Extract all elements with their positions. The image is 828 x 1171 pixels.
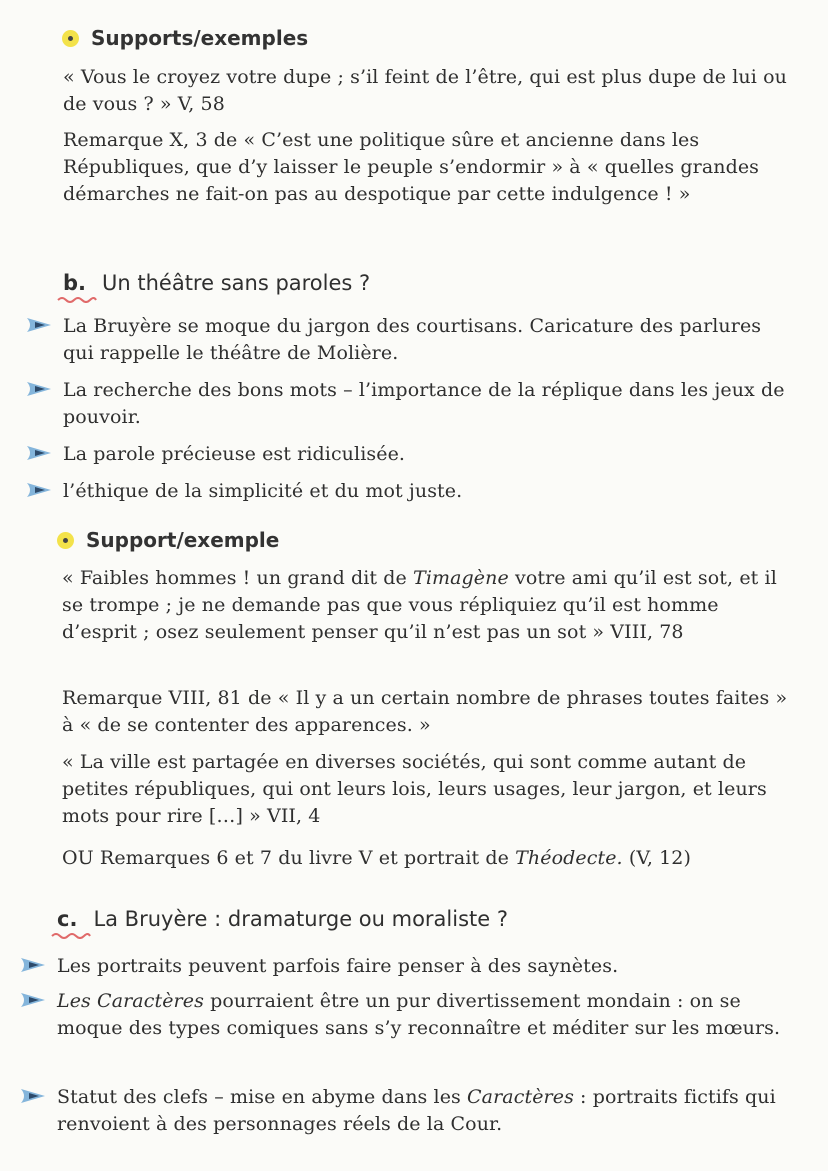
section-c-bullet-2 — [57, 988, 797, 1042]
squiggle-underline-icon — [51, 931, 91, 939]
section-b-bullet-2-text: La recherche des bons mots – l’importance de la réplique dans les jeux de pouvoir. — [63, 379, 785, 428]
section-c-bullet-3-title: Caractères — [467, 1086, 574, 1108]
section-b-bullet-3 — [63, 441, 798, 468]
section-c-bullet-2-text — [57, 988, 797, 1042]
section-b-letter — [63, 271, 86, 295]
section-b-bullet-2 — [63, 377, 798, 431]
support1-quote: « Vous le croyez votre dupe ; s’il feint de l’être, qui est plus dupe de lui ou de vous ? » V, 58 — [63, 66, 787, 115]
arrow-bullet-icon — [25, 315, 55, 335]
section-c-bullet-3-text — [57, 1084, 797, 1138]
section-b-bullet-4 — [63, 478, 798, 505]
section-c-letter — [57, 907, 77, 931]
support2-quote-2: « La ville est partagée en diverses sociétés, qui sont comme autant de petites républiques, qui ont leurs lois, leurs usages, leur jargon, et leurs mots pour rire […] » VII, 4 — [62, 751, 767, 827]
section-c-bullet-3-part-b: : portraits fictifs qui renvoient à des personnages réels de la Cour. — [57, 1086, 776, 1135]
section-b-bullet-3-text: La parole précieuse est ridiculisée. — [63, 443, 406, 465]
support2-quote-part-b: votre ami qu’il est sot, et il se trompe ; je ne demande pas que vous répliquiez qu’il est homme d’esprit ; osez seulement penser qu’il n’est pas un sot » VIII, 78 — [62, 567, 777, 643]
squiggle-underline-icon — [57, 295, 97, 303]
section-c-letter-text: c. — [57, 907, 78, 931]
section-c-bullet-3-part-a: Statut des clefs – mise en abyme dans les — [57, 1086, 468, 1108]
support-heading-2 — [57, 528, 279, 552]
arrow-bullet-icon — [19, 990, 49, 1010]
section-c-bullet-1-text: Les portraits peuvent parfois faire penser à des saynètes. — [57, 955, 619, 977]
section-c-bullet-3 — [57, 1084, 797, 1138]
support2-quote — [62, 565, 792, 646]
support2-remark: Remarque VIII, 81 de « Il y a un certain nombre de phrases toutes faites » à « de se contenter des apparences. » — [62, 687, 788, 736]
bullet-dot-icon — [62, 30, 79, 47]
support-heading-2-label: Support/exemple — [86, 528, 280, 552]
arrow-bullet-icon — [25, 443, 55, 463]
arrow-bullet-icon — [19, 1086, 49, 1106]
section-b-bullet-1-text: La Bruyère se moque du jargon des courtisans. Caricature des parlures qui rappelle le théâtre de Molière. — [63, 315, 762, 364]
support-heading-1 — [62, 26, 308, 50]
section-b-title: Un théâtre sans paroles ? — [102, 271, 371, 295]
section-b-heading — [63, 271, 370, 295]
support1-remark: Remarque X, 3 de « C’est une politique sûre et ancienne dans les Républiques, que d’y laisser le peuple s’endormir » à « quelles grandes démarches ne fait-on pas au despotique par cette indulgence ! » — [63, 129, 760, 205]
section-c-title: La Bruyère : dramaturge ou moraliste ? — [93, 907, 509, 931]
support-heading-1-label: Supports/exemples — [91, 26, 309, 50]
arrow-bullet-icon — [25, 480, 55, 500]
support2-quote-part-a: « Faibles hommes ! un grand dit de — [62, 567, 414, 589]
bullet-dot-icon — [57, 532, 74, 549]
section-c-bullet-2-title: Les Caractères — [57, 990, 204, 1012]
section-b-bullet-1 — [63, 313, 798, 367]
section-c-bullet-2-rest: pourraient être un pur divertissement mondain : on se moque des types comiques sans s’y reconnaître et méditer sur les mœurs. — [57, 990, 781, 1039]
support2-alternative-part-b: (V, 12) — [622, 847, 692, 869]
support2-alternative — [62, 845, 792, 872]
arrow-bullet-icon — [19, 955, 49, 975]
section-c-heading — [57, 907, 508, 931]
support2-alternative-name: Théodecte. — [515, 847, 623, 869]
support2-quote-name: Timagène — [413, 567, 509, 589]
section-c-bullet-1 — [57, 953, 797, 980]
section-b-letter-text: b. — [63, 271, 87, 295]
support2-alternative-part-a: OU Remarques 6 et 7 du livre V et portrait de — [62, 847, 516, 869]
arrow-bullet-icon — [25, 379, 55, 399]
section-b-bullet-4-text: l’éthique de la simplicité et du mot juste. — [63, 480, 463, 502]
